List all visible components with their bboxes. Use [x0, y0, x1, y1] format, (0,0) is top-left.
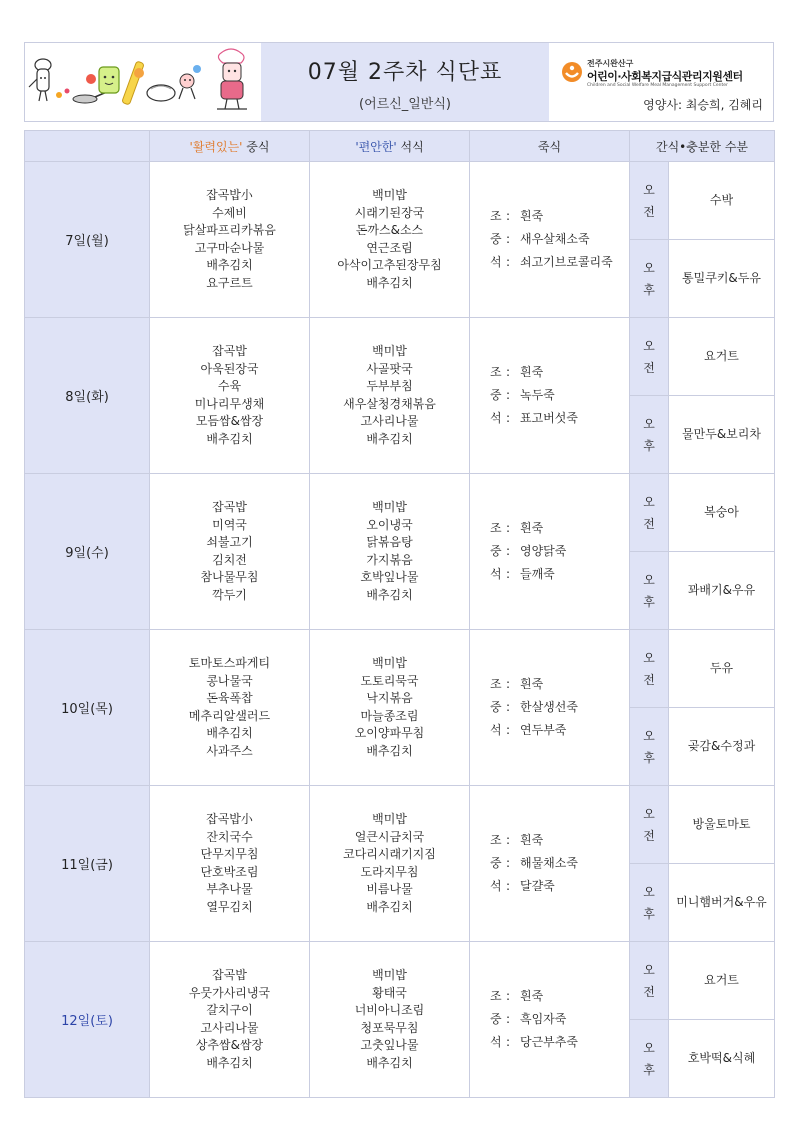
porridge-item: 석 : 들깨죽 [490, 563, 629, 586]
porridge-item: 조 : 흰죽 [490, 361, 629, 384]
dinner-cell [310, 942, 470, 1098]
snack-am: 두유 [669, 630, 775, 708]
lunch-cell [150, 318, 310, 474]
dinner-item: 비름나물 [366, 882, 413, 896]
snack-pm: 곶감&수정과 [669, 708, 775, 786]
lunch-item: 깍두기 [212, 587, 247, 602]
porridge-item: 조 : 흰죽 [490, 673, 629, 696]
dinner-item: 백미밥 [372, 968, 407, 982]
lunch-item: 갈치구이 [206, 1003, 253, 1017]
header-lunch [150, 131, 310, 162]
lunch-item: 김치전 [212, 552, 247, 567]
day-row [25, 630, 775, 708]
lunch-item: 모듬쌈&쌈장 [195, 414, 264, 428]
snack-pm: 미니햄버거&우유 [669, 864, 775, 942]
lunch-item: 배추김치 [206, 431, 253, 446]
lunch-item: 요구르트 [206, 275, 253, 290]
porridge-cell [470, 318, 630, 474]
dinner-item: 아삭이고추된장무침 [337, 258, 442, 272]
meal-time-label: 석 [490, 255, 502, 269]
lunch-item: 사과주스 [206, 743, 253, 758]
lunch-item: 배추김치 [206, 258, 253, 272]
title-block [261, 43, 549, 121]
meal-time-label: 조 [490, 989, 502, 1003]
dinner-item: 백미밥 [372, 656, 407, 670]
lunch-item: 돈육폭찹 [206, 691, 253, 705]
snack-pm: 물만두&보리차 [669, 396, 775, 474]
header-snack: 간식•충분한 수분 [630, 131, 775, 162]
snack-am: 수박 [669, 162, 775, 240]
dinner-item: 마늘종조림 [360, 708, 419, 723]
dinner-item: 오이양파무침 [354, 726, 425, 740]
dinner-item: 백미밥 [372, 188, 407, 202]
lunch-item: 배추김치 [206, 726, 253, 740]
porridge-name: 흰죽 [520, 521, 544, 535]
dinner-item: 두부부침 [366, 379, 413, 393]
day-label: 12일(토) [25, 942, 150, 1098]
porridge-name: 흰죽 [520, 833, 544, 847]
day-row [25, 162, 775, 240]
dinner-highlight: '편안한' [355, 139, 397, 154]
lunch-item: 미역국 [212, 517, 247, 532]
dinner-label: 석식 [396, 139, 424, 154]
menu-header [24, 42, 774, 122]
lunch-item: 잡곡밥 [212, 968, 247, 982]
porridge-item: 중 : 한살생선죽 [490, 696, 629, 719]
page-subtitle: (어르신_일반식) [359, 97, 451, 112]
pm-label: 오 후 [630, 552, 669, 630]
meal-time-label: 조 [490, 209, 502, 223]
pm-label: 오 후 [630, 1020, 669, 1098]
porridge-cell [470, 474, 630, 630]
logo-english-name: Children and Social Welfare Meal Management Support Center [587, 83, 728, 88]
lunch-item: 배추김치 [206, 1055, 253, 1070]
lunch-item: 단무지무침 [200, 847, 259, 861]
snack-am: 요거트 [669, 942, 775, 1020]
lunch-item: 단호박조림 [200, 864, 259, 879]
pm-label: 오 후 [630, 396, 669, 474]
porridge-cell [470, 786, 630, 942]
am-label: 오 전 [630, 786, 669, 864]
lunch-item: 잡곡밥小 [206, 188, 253, 202]
day-row [25, 474, 775, 552]
dinner-item: 배추김치 [366, 899, 413, 914]
porridge-item: 조 : 흰죽 [490, 205, 629, 228]
lunch-cell [150, 786, 310, 942]
dinner-item: 시래기된장국 [354, 205, 425, 220]
porridge-item: 중 : 녹두죽 [490, 384, 629, 407]
lunch-item: 열무김치 [206, 899, 253, 914]
logo-center-name: 어린이·사회복지급식관리지원센터 [587, 70, 743, 83]
porridge-name: 녹두죽 [520, 388, 555, 402]
dinner-item: 가지볶음 [366, 552, 413, 567]
day-row [25, 318, 775, 396]
dinner-item: 고춧잎나물 [360, 1038, 419, 1052]
lunch-cell [150, 630, 310, 786]
dinner-item: 황태국 [372, 985, 407, 1000]
lunch-item: 부추나물 [206, 882, 253, 896]
porridge-name: 흑임자죽 [520, 1012, 567, 1026]
day-row [25, 786, 775, 864]
lunch-item: 수제비 [212, 205, 247, 220]
dinner-item: 배추김치 [366, 431, 413, 446]
dietitian-names: 영양사: 최승희, 김혜리 [643, 98, 763, 112]
meal-time-label: 조 [490, 677, 502, 691]
meal-time-label: 중 [490, 856, 502, 870]
porridge-name: 흰죽 [520, 989, 544, 1003]
meal-time-label: 조 [490, 521, 502, 535]
dinner-item: 배추김치 [366, 275, 413, 290]
porridge-name: 표고버섯죽 [520, 411, 578, 425]
center-info [549, 43, 773, 121]
am-label: 오 전 [630, 630, 669, 708]
meal-time-label: 중 [490, 388, 502, 402]
day-label: 9일(수) [25, 474, 150, 630]
header-corner [25, 131, 150, 162]
am-label: 오 전 [630, 318, 669, 396]
lunch-cell [150, 474, 310, 630]
lunch-item: 메추리알샐러드 [188, 708, 271, 723]
dinner-item: 호박잎나물 [360, 570, 419, 584]
dinner-item: 얼큰시금치국 [354, 829, 425, 844]
center-logo-icon [561, 61, 583, 83]
day-label: 7일(월) [25, 162, 150, 318]
lunch-cell [150, 942, 310, 1098]
snack-pm: 호박떡&식혜 [669, 1020, 775, 1098]
lunch-item: 미나리무생채 [194, 396, 265, 411]
pm-label: 오 후 [630, 864, 669, 942]
dinner-item: 도토리묵국 [360, 673, 419, 688]
porridge-name: 당근부추죽 [520, 1035, 578, 1049]
day-label: 11일(금) [25, 786, 150, 942]
dinner-item: 낙지볶음 [366, 691, 413, 705]
porridge-item: 석 : 표고버섯죽 [490, 407, 629, 430]
table-header-row [25, 131, 775, 162]
am-label: 오 전 [630, 942, 669, 1020]
porridge-name: 해물채소죽 [520, 856, 578, 870]
am-label: 오 전 [630, 162, 669, 240]
lunch-item: 콩나물국 [206, 673, 253, 688]
lunch-item: 잡곡밥 [212, 500, 247, 514]
menu-body [25, 162, 775, 1098]
meal-time-label: 중 [490, 544, 502, 558]
dinner-cell [310, 474, 470, 630]
header-porridge: 죽식 [470, 131, 630, 162]
day-row [25, 942, 775, 1020]
porridge-item: 조 : 흰죽 [490, 985, 629, 1008]
porridge-item: 석 : 연두부죽 [490, 719, 629, 742]
dinner-item: 닭볶음탕 [366, 535, 413, 549]
porridge-item: 중 : 새우살채소죽 [490, 228, 629, 251]
lunch-cell [150, 162, 310, 318]
porridge-name: 연두부죽 [520, 723, 567, 737]
dinner-item: 연근조림 [366, 240, 413, 255]
dinner-item: 돈까스&소스 [355, 223, 424, 237]
porridge-cell [470, 162, 630, 318]
chef-illustrations [25, 43, 261, 121]
dinner-item: 너비아니조림 [354, 1003, 425, 1017]
pm-label: 오 후 [630, 240, 669, 318]
porridge-item: 조 : 흰죽 [490, 829, 629, 852]
dinner-cell [310, 786, 470, 942]
am-label: 오 전 [630, 474, 669, 552]
snack-pm: 통밀쿠키&두유 [669, 240, 775, 318]
meal-time-label: 석 [490, 879, 502, 893]
food-characters-icon [25, 43, 261, 121]
lunch-item: 아욱된장국 [200, 361, 259, 376]
porridge-name: 달걀죽 [520, 879, 555, 893]
porridge-item: 중 : 해물채소죽 [490, 852, 629, 875]
snack-am: 복숭아 [669, 474, 775, 552]
lunch-item: 고구마순나물 [194, 240, 265, 255]
lunch-item: 수육 [217, 379, 242, 393]
porridge-cell [470, 630, 630, 786]
meal-time-label: 중 [490, 700, 502, 714]
pm-label: 오 후 [630, 708, 669, 786]
porridge-name: 한살생선죽 [520, 700, 578, 714]
porridge-item: 중 : 흑임자죽 [490, 1008, 629, 1031]
dinner-item: 백미밥 [372, 812, 407, 826]
lunch-highlight: '활력있는' [189, 139, 243, 154]
logo-district: 전주시완산구 [587, 59, 634, 68]
meal-time-label: 석 [490, 567, 502, 581]
lunch-label: 중식 [242, 139, 270, 154]
snack-pm: 꽈배기&우유 [669, 552, 775, 630]
dinner-item: 배추김치 [366, 587, 413, 602]
porridge-name: 쇠고기브로콜리죽 [520, 255, 613, 269]
lunch-item: 토마토스파게티 [188, 656, 271, 670]
dinner-item: 사골팟국 [366, 361, 413, 376]
porridge-name: 들깨죽 [520, 567, 555, 581]
dinner-item: 백미밥 [372, 500, 407, 514]
lunch-item: 잡곡밥 [212, 344, 247, 358]
meal-time-label: 조 [490, 833, 502, 847]
dinner-item: 백미밥 [372, 344, 407, 358]
dinner-item: 도라지무침 [360, 864, 419, 879]
lunch-item: 상추쌈&쌈장 [195, 1038, 264, 1052]
lunch-item: 참나물무침 [200, 570, 259, 584]
porridge-item: 석 : 달걀죽 [490, 875, 629, 898]
day-label: 10일(목) [25, 630, 150, 786]
header-dinner [310, 131, 470, 162]
dinner-item: 새우살청경채볶음 [343, 396, 436, 411]
lunch-item: 닭살파프리카볶음 [183, 223, 276, 237]
meal-time-label: 중 [490, 232, 502, 246]
menu-table [24, 130, 775, 1098]
dinner-cell [310, 318, 470, 474]
meal-time-label: 석 [490, 1035, 502, 1049]
porridge-name: 영양닭죽 [520, 544, 567, 558]
lunch-item: 잡곡밥小 [206, 812, 253, 826]
porridge-name: 흰죽 [520, 677, 544, 691]
lunch-item: 고사리나물 [200, 1020, 259, 1035]
page-title: 07월 2주차 식단표 [307, 60, 503, 85]
snack-am: 요거트 [669, 318, 775, 396]
dinner-cell [310, 162, 470, 318]
dinner-item: 배추김치 [366, 743, 413, 758]
porridge-item: 석 : 쇠고기브로콜리죽 [490, 251, 629, 274]
dinner-item: 청포묵무침 [360, 1020, 419, 1035]
porridge-item: 중 : 영양닭죽 [490, 540, 629, 563]
meal-time-label: 조 [490, 365, 502, 379]
porridge-item: 조 : 흰죽 [490, 517, 629, 540]
porridge-name: 흰죽 [520, 209, 544, 223]
meal-time-label: 중 [490, 1012, 502, 1026]
porridge-item: 석 : 당근부추죽 [490, 1031, 629, 1054]
porridge-cell [470, 942, 630, 1098]
meal-time-label: 석 [490, 411, 502, 425]
meal-time-label: 석 [490, 723, 502, 737]
day-label: 8일(화) [25, 318, 150, 474]
dinner-item: 오이냉국 [366, 517, 413, 532]
lunch-item: 잔치국수 [206, 829, 253, 844]
snack-am: 방울토마토 [669, 786, 775, 864]
lunch-item: 쇠불고기 [206, 535, 253, 549]
dinner-item: 고사리나물 [360, 414, 419, 428]
dinner-item: 코다리시래기지짐 [343, 847, 436, 861]
dinner-item: 배추김치 [366, 1055, 413, 1070]
dinner-cell [310, 630, 470, 786]
lunch-item: 우뭇가사리냉국 [188, 985, 271, 1000]
porridge-name: 흰죽 [520, 365, 544, 379]
porridge-name: 새우살채소죽 [520, 232, 590, 246]
